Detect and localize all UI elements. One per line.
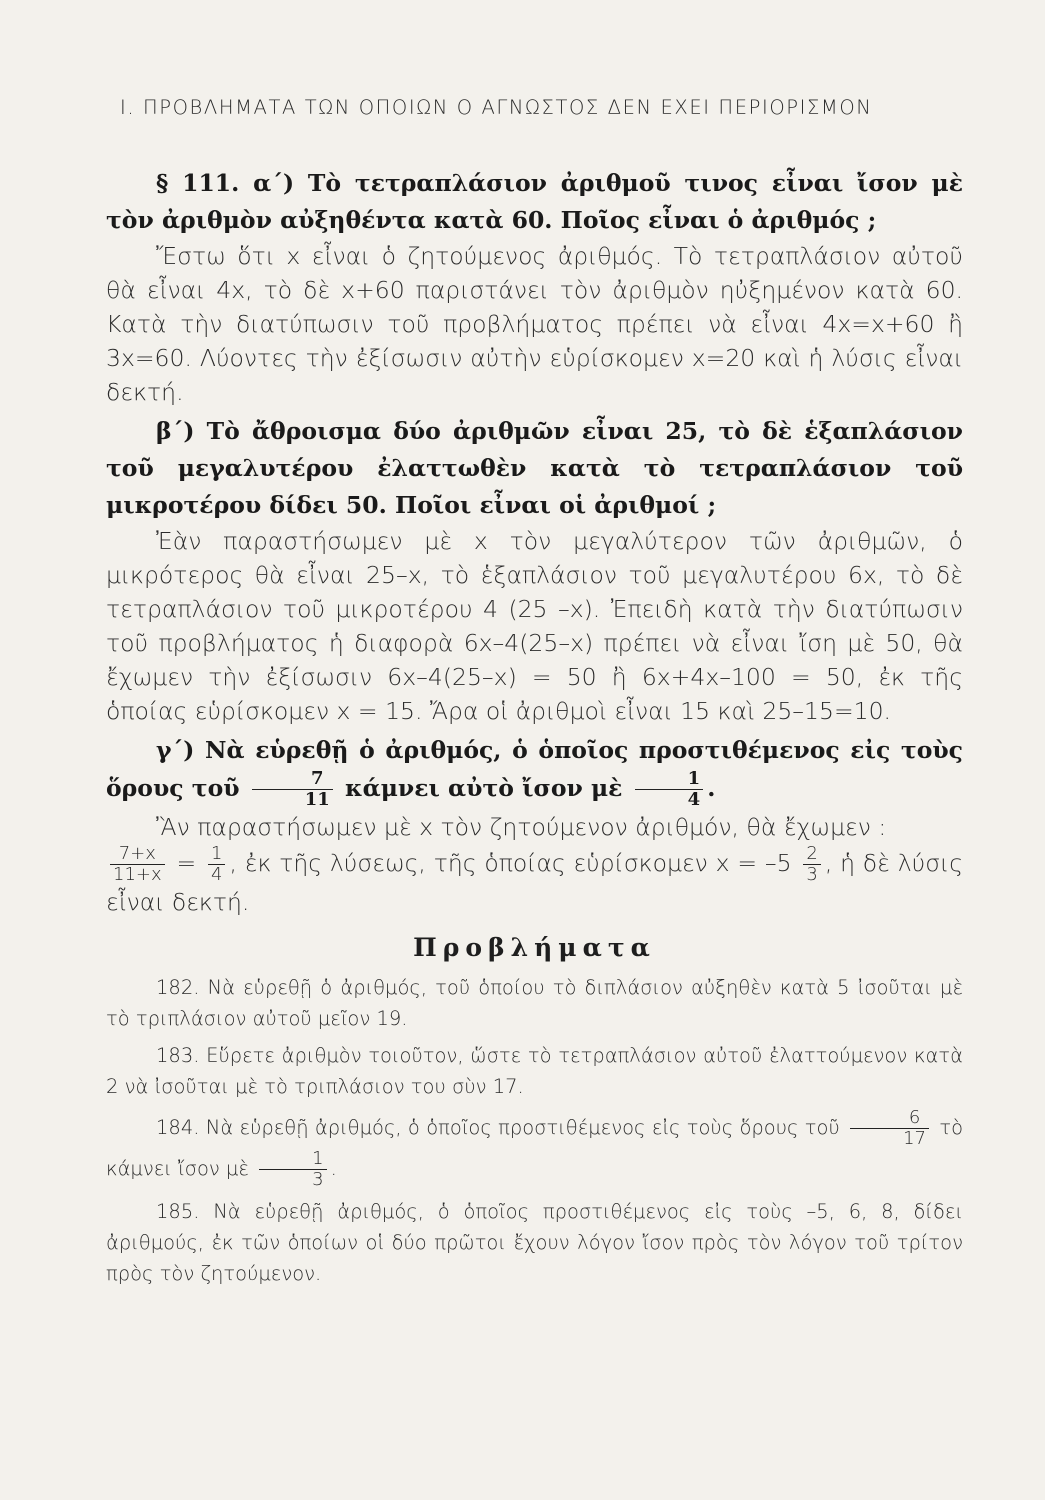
fraction-numerator: 7+x — [110, 844, 165, 865]
fraction-numerator: 1 — [259, 1149, 326, 1170]
problem-c-text-2: κάμνει αὐτὸ ἴσον μὲ — [345, 774, 623, 802]
fraction-7-11 — [252, 769, 333, 810]
fraction-1-4 — [635, 769, 704, 810]
exercise-184 — [106, 1108, 963, 1190]
problems-heading: Προβλήματα — [413, 933, 656, 962]
fraction-numerator: 1 — [208, 844, 225, 865]
problem-b-solution: Ἐὰν παραστήσωμεν μὲ x τὸν μεγαλύτερον τῶν ἀριθμῶν, ὁ μικρότερος θὰ εἶναι 25–x, τὸ ἑξαπλάσιον τοῦ μεγαλυτέρου 6x, τὸ δὲ τετραπλάσιον τοῦ μικροτέρου 4 (25 –x). Ἐπειδὴ κατὰ τὴν διατύπωσιν τοῦ προβλήματος ἡ διαφορὰ 6x–4(25–x) πρέπει νὰ εἶναι ἴση μὲ 50, θὰ ἔχωμεν τὴν ἐξίσωσιν 6x–4(25–x) = 50 ἢ 6x+4x–100 = 50, ἐκ τῆς ὁποίας εὑρίσκομεν x = 15. Ἄρα οἱ ἀριθμοὶ εἶναι 15 καὶ 25–15=10. — [106, 527, 963, 725]
exercise-185: 185. Νὰ εὑρεθῇ ἀριθμός, ὁ ὁποῖος προστιθέμενος εἰς τοὺς –5, 6, 8, δίδει ἀριθμούς, ἐκ τῶν ὁποίων οἱ δύο πρῶτοι ἔχουν λόγον ἴσον πρὸς τὸν λόγον τοῦ τρίτον πρὸς τὸν ζητούμενον. — [106, 1200, 963, 1285]
section-111 — [106, 165, 963, 919]
equals-sign: = — [176, 849, 197, 877]
fraction-denominator: 4 — [211, 864, 223, 885]
fraction-numerator: 6 — [850, 1108, 929, 1129]
problem-c-equation-line — [106, 844, 963, 919]
exercise-184-text-2: τὸ κάμνει ἴσον μὲ — [106, 1116, 964, 1180]
fraction-denominator: 11 — [304, 789, 330, 810]
problem-a-statement: § 111. α΄) Τὸ τετραπλάσιον ἀριθμοῦ τινος εἶναι ἴσον μὲ τὸν ἀριθμὸν αὐξηθέντα κατὰ 60. Ποῖος εἶναι ὁ ἀριθμός ; — [106, 169, 963, 234]
exercise-184-text-1: 184. Νὰ εὑρεθῇ ἀριθμός, ὁ ὁποῖος προστιθέμενος εἰς τοὺς ὅρους τοῦ — [156, 1116, 840, 1139]
problem-c-text-1: γ΄) Νὰ εὑρεθῇ ὁ ἀριθμός, ὁ ὁποῖος προστιθέμενος εἰς τοὺς ὅρους τοῦ — [106, 736, 963, 802]
fraction-denominator: 3 — [806, 864, 818, 885]
exercise-list — [106, 972, 963, 1289]
problem-c-solution-text: , ἐκ τῆς λύσεως, τῆς ὁποίας εὑρίσκομεν x = –5 — [229, 849, 792, 877]
fraction-1-3 — [259, 1149, 326, 1190]
fraction-denominator: 3 — [312, 1169, 324, 1190]
fraction-numerator: 2 — [803, 844, 820, 865]
problem-c-period: . — [707, 774, 716, 802]
problem-c-solution-end: , ἡ δὲ λύσις εἶναι δεκτή. — [106, 849, 963, 916]
fraction-denominator: 17 — [903, 1128, 926, 1149]
exercise-184-period: . — [330, 1157, 337, 1180]
exercise-183: 183. Εὕρετε ἀριθμὸν τοιοῦτον, ὥστε τὸ τετραπλάσιον αὐτοῦ ἐλαττούμενον κατὰ 2 νὰ ἰσοῦται μὲ τὸ τριπλάσιον του σὺν 17. — [106, 1044, 963, 1098]
problem-c-statement — [106, 732, 963, 810]
problem-a-solution: Ἔστω ὅτι x εἶναι ὁ ζητούμενος ἀριθμός. Τὸ τετραπλάσιον αὐτοῦ θὰ εἶναι 4x, τὸ δὲ x+60 παριστάνει τὸν ἀριθμὸν ηὐξημένον κατὰ 60. Κατὰ τὴν διατύπωσιν τοῦ προβλήματος πρέπει νὰ εἶναι 4x=x+60 ἢ 3x=60. Λύοντες τὴν ἐξίσωσιν αὐτὴν εὑρίσκομεν x=20 καὶ ἡ λύσις εἶναι δεκτή. — [106, 242, 963, 406]
problem-c-solution-intro: Ἂν παραστήσωμεν μὲ x τὸν ζητούμενον ἀριθμόν, θὰ ἔχωμεν : — [156, 813, 887, 841]
fraction-denominator: 11+x — [113, 864, 162, 885]
fraction-6-17 — [850, 1108, 929, 1149]
running-head: I. ΠΡΟΒΛΗΜΑΤΑ ΤΩΝ ΟΠΟΙΩΝ Ο ΑΓΝΩΣΤΟΣ ΔΕΝ ΕΧΕΙ ΠΕΡΙΟΡΙΣΜΟΝ — [120, 96, 873, 119]
fraction-numerator: 1 — [635, 769, 704, 790]
exercise-182: 182. Νὰ εὑρεθῇ ὁ ἀριθμός, τοῦ ὁποίου τὸ διπλάσιον αὐξηθὲν κατὰ 5 ἰσοῦται μὲ τὸ τριπλάσιον αὐτοῦ μεῖον 19. — [106, 976, 963, 1030]
fraction-denominator: 4 — [687, 789, 701, 810]
equation-right-fraction — [208, 844, 225, 885]
solution-fraction — [803, 844, 820, 885]
fraction-numerator: 7 — [252, 769, 333, 790]
equation-left-fraction — [110, 844, 165, 885]
problem-b-statement: β΄) Τὸ ἄθροισμα δύο ἀριθμῶν εἶναι 25, τὸ δὲ ἑξαπλάσιον τοῦ μεγαλυτέρου ἐλαττωθὲν κατὰ τὸ τετραπλάσιον τοῦ μικροτέρου δίδει 50. Ποῖοι εἶναι οἱ ἀριθμοί ; — [106, 417, 963, 519]
